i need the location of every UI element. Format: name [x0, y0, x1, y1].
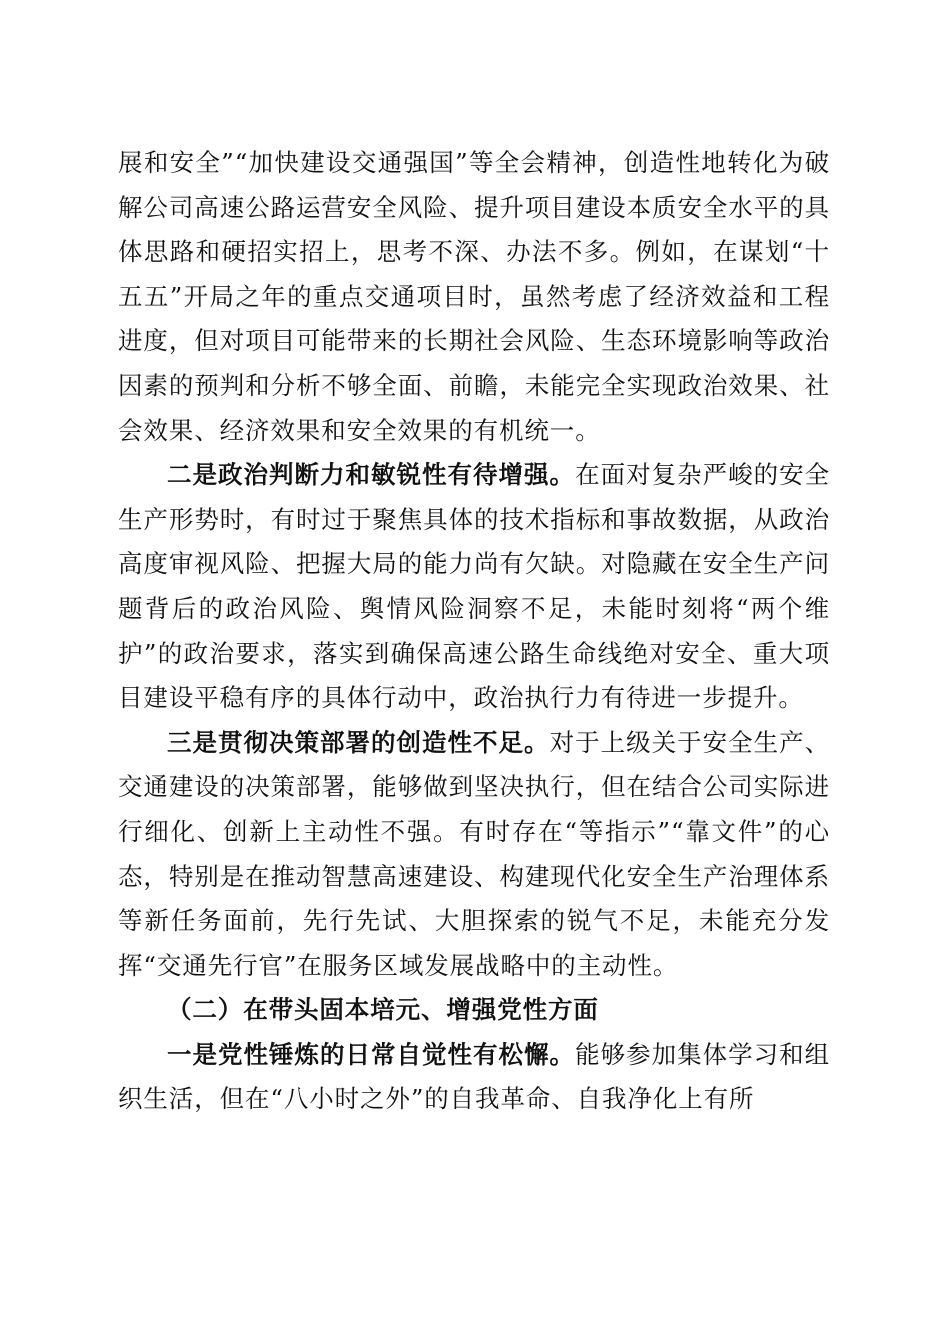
paragraph-lead: 一是党性锤炼的日常自觉性有松懈。 [167, 1039, 576, 1069]
document-body [118, 141, 830, 1122]
paragraph-text: 展和安全”“加快建设交通强国”等全会精神，创造性地转化为破解公司高速公路运营安全风险、提升项目建设本质安全水平的具体思路和硬招实招上，思考不深、办法不多。例如，在谋划“十五五”开局之年的重点交通项目时，虽然考虑了经济效益和工程进度，但对项目可能带来的长期社会风险、生态环境影响等政治因素的预判和分析不够全面、前瞻，未能完全实现政治效果、社会效果、经济效果和安全效果的有机统一。 [118, 148, 830, 445]
paragraph-political-judgment [118, 453, 830, 721]
paragraph-lead: 二是政治判断力和敏锐性有待增强。 [167, 460, 576, 490]
section-heading: （二）在带头固本培元、增强党性方面 [167, 995, 599, 1025]
paragraph-continuation [118, 141, 830, 453]
paragraph-party-spirit [118, 1033, 830, 1122]
paragraph-lead: 三是贯彻决策部署的创造性不足。 [167, 727, 550, 757]
paragraph-creativity [118, 721, 830, 989]
paragraph-text: 在面对复杂严峻的安全生产形势时，有时过于聚焦具体的技术指标和事故数据，从政治高度审视风险、把握大局的能力尚有欠缺。对隐藏在安全生产问题背后的政治风险、舆情风险洞察不足，未能时刻将“两个维护”的政治要求，落实到确保高速公路生命线绝对安全、重大项目建设平稳有序的具体行动中，政治执行力有待进一步提升。 [118, 460, 830, 713]
paragraph-text: 能够参加集体学习和组织生活，但在“八小时之外”的自我革命、自我净化上有所 [118, 1039, 830, 1114]
paragraph-text: 对于上级关于安全生产、交通建设的决策部署，能够做到坚决执行，但在结合公司实际进行细化、创新上主动性不强。有时存在“等指示”“靠文件”的心态，特别是在推动智慧高速建设、构建现代化安全生产治理体系等新任务面前，先行先试、大胆探索的锐气不足，未能充分发挥“交通先行官”在服务区域发展战略中的主动性。 [118, 727, 830, 980]
